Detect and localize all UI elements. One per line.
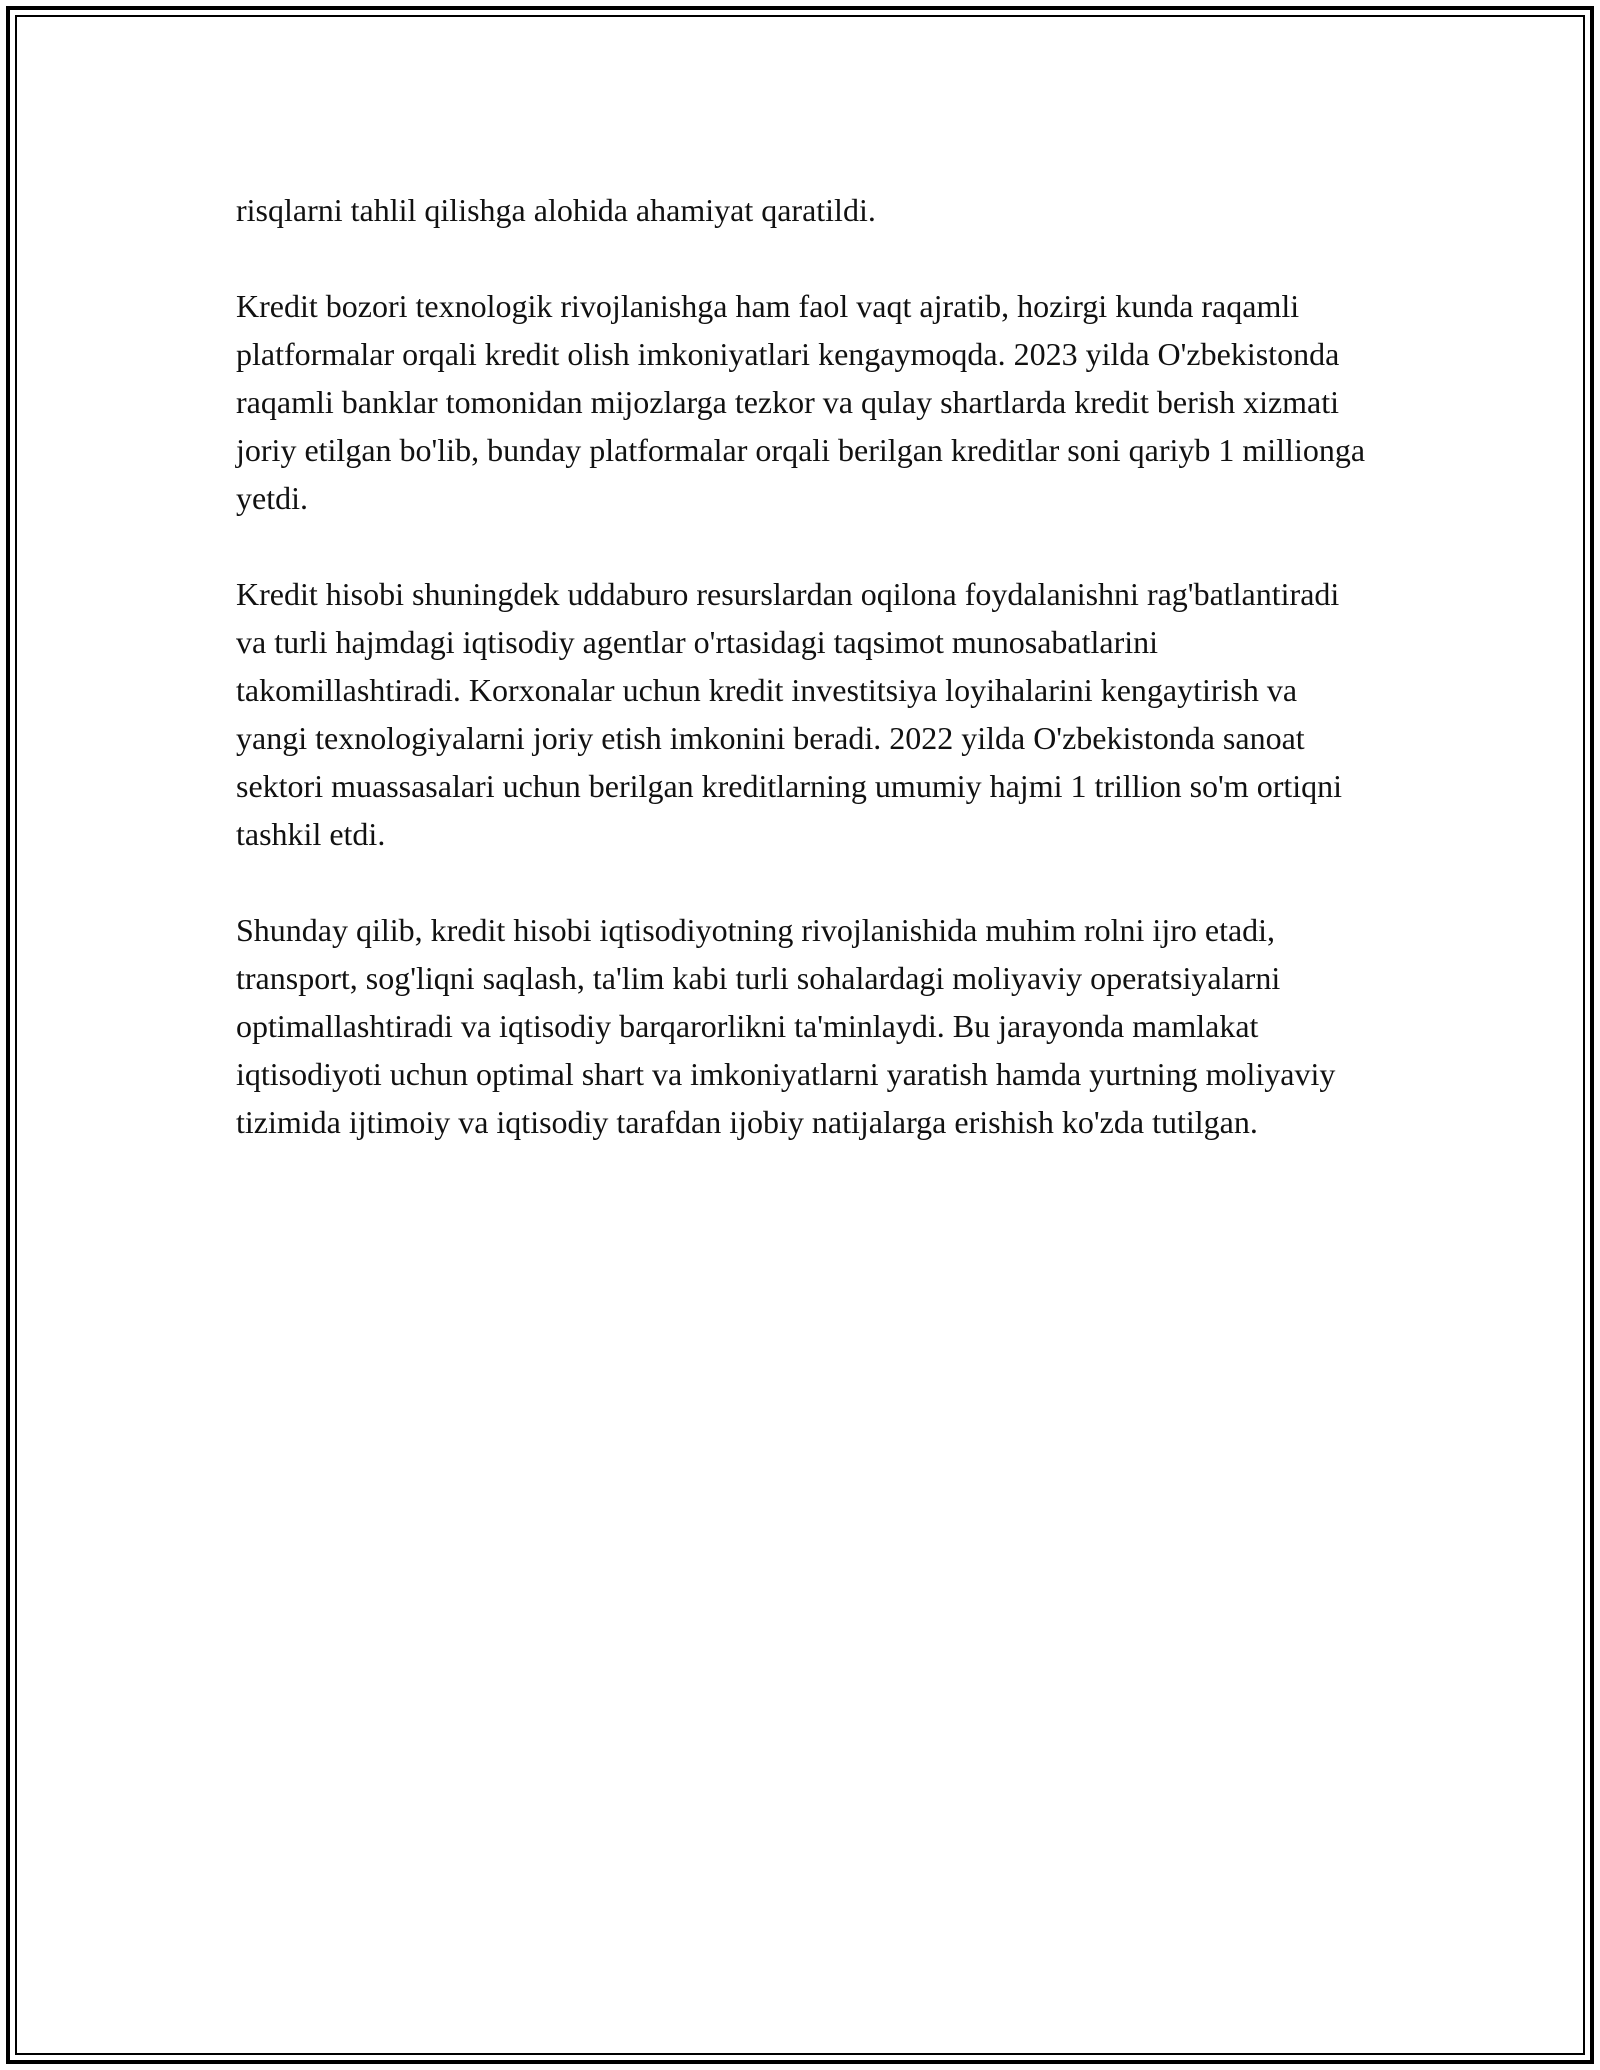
paragraph-3: Kredit hisobi shuningdek uddaburo resurslardan oqilona foydalanishni rag'batlantiradi va turli hajmdagi iqtisodiy agentlar o'rtasidagi taqsimot munosabatlarini takomillashtiradi. Korxonalar uchun kredit investitsiya loyihalarini kengaytirish va yangi texnologiyalarni joriy etish imkonini beradi. 2022 yilda O'zbekistonda sanoat sektori muassasalari uchun berilgan kreditlarning umumiy hajmi 1 trillion so'm ortiqni tashkil etdi. (236, 576, 1343, 852)
document-body (236, 186, 1366, 1194)
paragraph-4: Shunday qilib, kredit hisobi iqtisodiyotning rivojlanishida muhim rolni ijro etadi, transport, sog'liqni saqlash, ta'lim kabi turli sohalardagi moliyaviy operatsiyalarni optimallashtiradi va iqtisodiy barqarorlikni ta'minlaydi. Bu jarayonda mamlakat iqtisodiyoti uchun optimal shart va imkoniyatlarni yaratish hamda yurtning moliyaviy tizimida ijtimoiy va iqtisodiy tarafdan ijobiy natijalarga erishish ko'zda tutilgan. (236, 912, 1336, 1140)
paragraph-1: risqlarni tahlil qilishga alohida ahamiyat qaratildi. (236, 192, 876, 228)
paragraph-2: Kredit bozori texnologik rivojlanishga ham faol vaqt ajratib, hozirgi kunda raqamli platformalar orqali kredit olish imkoniyatlari kengaymoqda. 2023 yilda O'zbekistonda raqamli banklar tomonidan mijozlarga tezkor va qulay shartlarda kredit berish xizmati joriy etilgan bo'lib, bunday platformalar orqali berilgan kreditlar soni qariyb 1 millionga yetdi. (236, 288, 1366, 516)
